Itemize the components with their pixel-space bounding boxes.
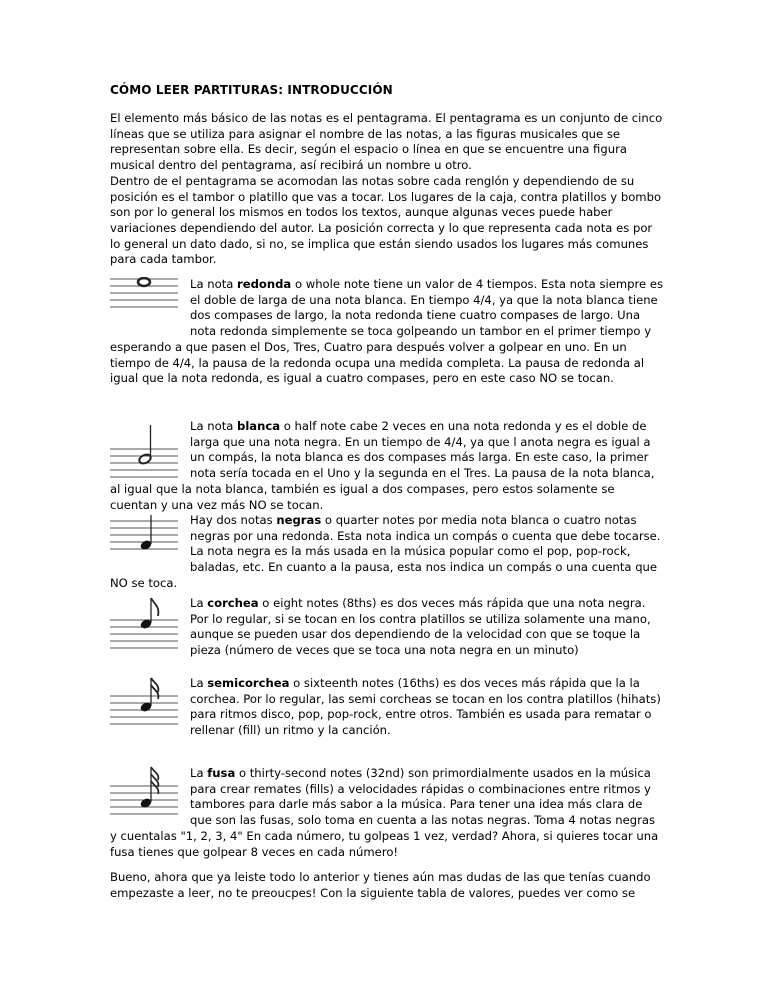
note-section-whole bbox=[110, 277, 665, 387]
note-name-negras: negras bbox=[276, 513, 322, 527]
note-section-eighth bbox=[110, 596, 665, 659]
note-text-eighth: La corchea o eight notes (8ths) es dos veces más rápida que una nota negra. Por lo regular, si se tocan en los contra platillos se utiliza solamente una mano, aunque se pueden usar dos dependiendo de la velocidad con que se toque la pieza (número de veces que se toca una nota negra en un minuto) bbox=[190, 596, 651, 658]
page-title: CÓMO LEER PARTITURAS: INTRODUCCIÓN bbox=[110, 83, 393, 97]
note-name-semicorchea: semicorchea bbox=[207, 676, 290, 690]
whole-note-icon bbox=[110, 277, 178, 339]
eighth-note-icon bbox=[110, 596, 178, 658]
quarter-note-icon bbox=[110, 513, 178, 575]
intro-paragraph-1 bbox=[110, 111, 665, 268]
note-text-quarter: Hay dos notas negras o quarter notes por media nota blanca o cuatro notas negras por una redonda. Esta nota indica un compás o cuenta que debe tocarse. La nota negra es la más usada en la música popular como el pop, pop-rock, baladas, etc. En cuanto a la pausa, esta nos indica un compás o una cuenta que NO se toca. bbox=[110, 513, 661, 590]
note-text-half: La nota blanca o half note cabe 2 veces en una nota redonda y es el doble de larga que una nota negra. En un tiempo de 4/4, ya que l anota negra es igual a un compás, la nota blanca es dos compases más larga. En este caso, la primer nota sería tocada en el Uno y la segunda en el Tres. La pausa de la nota blanca, al igual que la nota blanca, también es igual a dos compases, pero estos solamente se cuentan y una vez más NO se tocan. bbox=[110, 419, 655, 512]
note-name-corchea: corchea bbox=[207, 596, 259, 610]
sixteenth-note-icon bbox=[110, 676, 178, 738]
note-name-blanca: blanca bbox=[237, 419, 281, 433]
half-note-icon bbox=[110, 419, 178, 481]
note-section-quarter bbox=[110, 513, 665, 592]
note-name-redonda: redonda bbox=[237, 277, 292, 291]
closing-paragraph: Bueno, ahora que ya leiste todo lo anterior y tienes aún mas dudas de las que tenías cuando empezaste a leer, no te preoucpes! Con la siguiente tabla de valores, puedes ver como se bbox=[110, 870, 651, 900]
note-section-half bbox=[110, 419, 665, 513]
note-section-thirty-second bbox=[110, 766, 665, 860]
intro-text-1: El elemento más básico de las notas es el pentagrama. El pentagrama es un conjunto de cinco líneas que se utiliza para asignar el nombre de las notas, a las figuras musicales que se representan sobre ella. Es decir, según el espacio o línea en que se encuentre una figura musical dentro del pentagrama, así recibirá un nombre u otro. bbox=[110, 111, 663, 173]
note-text-whole: La nota redonda o whole note tiene un valor de 4 tiempos. Esta nota siempre es el doble de larga de una nota blanca. En tiempo 4/4, ya que la nota blanca tiene dos compases de largo, la nota redonda tiene cuatro compases de largo. Una nota redonda simplemente se toca golpeando un tambor en el primer tiempo y esperando a que pasen el Dos, Tres, Cuatro para después volver a golpear en uno. En un tiempo de 4/4, la pausa de la redonda ocupa una medida completa. La pausa de redonda al igual que la nota redonda, es igual a cuatro compases, pero en este caso NO se tocan. bbox=[110, 277, 664, 386]
note-text-sixteenth: La semicorchea o sixteenth notes (16ths) es dos veces más rápida que la la corchea. Por lo regular, las semi corcheas se tocan en los contra platillos (hihats) para ritmos disco, pop, pop-rock, entre otros. También es usada para rematar o rellenar (fill) un ritmo y la canción. bbox=[190, 676, 661, 738]
note-text-thirty-second: La fusa o thirty-second notes (32nd) son primordialmente usados en la música para crear remates (fills) a velocidades rápidas o combinaciones entre ritmos y tambores para darle más sabor a la música. Para tener una idea más clara de que son las fusas, solo toma en cuenta a las notas negras. Toma 4 notas negras y cuentalas "1, 2, 3, 4" En cada número, tu golpeas 1 vez, verdad? Ahora, si quieres tocar una fusa tienes que golpear 8 veces en cada número! bbox=[110, 766, 659, 859]
note-section-sixteenth bbox=[110, 676, 665, 739]
thirty-second-note-icon bbox=[110, 766, 178, 828]
intro-text-2: Dentro de el pentagrama se acomodan las notas sobre cada renglón y dependiendo de su posición es el tambor o platillo que vas a tocar. Los lugares de la caja, contra platillos y bombo son por lo general los mismos en todos los textos, aunque algunas veces puede haber variaciones dependiendo del autor. La posición correcta y lo que representa cada nota es por lo general un dato dado, si no, se implica que están siendo usados los lugares más comunes para cada tambor. bbox=[110, 173, 662, 267]
note-name-fusa: fusa bbox=[207, 766, 236, 780]
